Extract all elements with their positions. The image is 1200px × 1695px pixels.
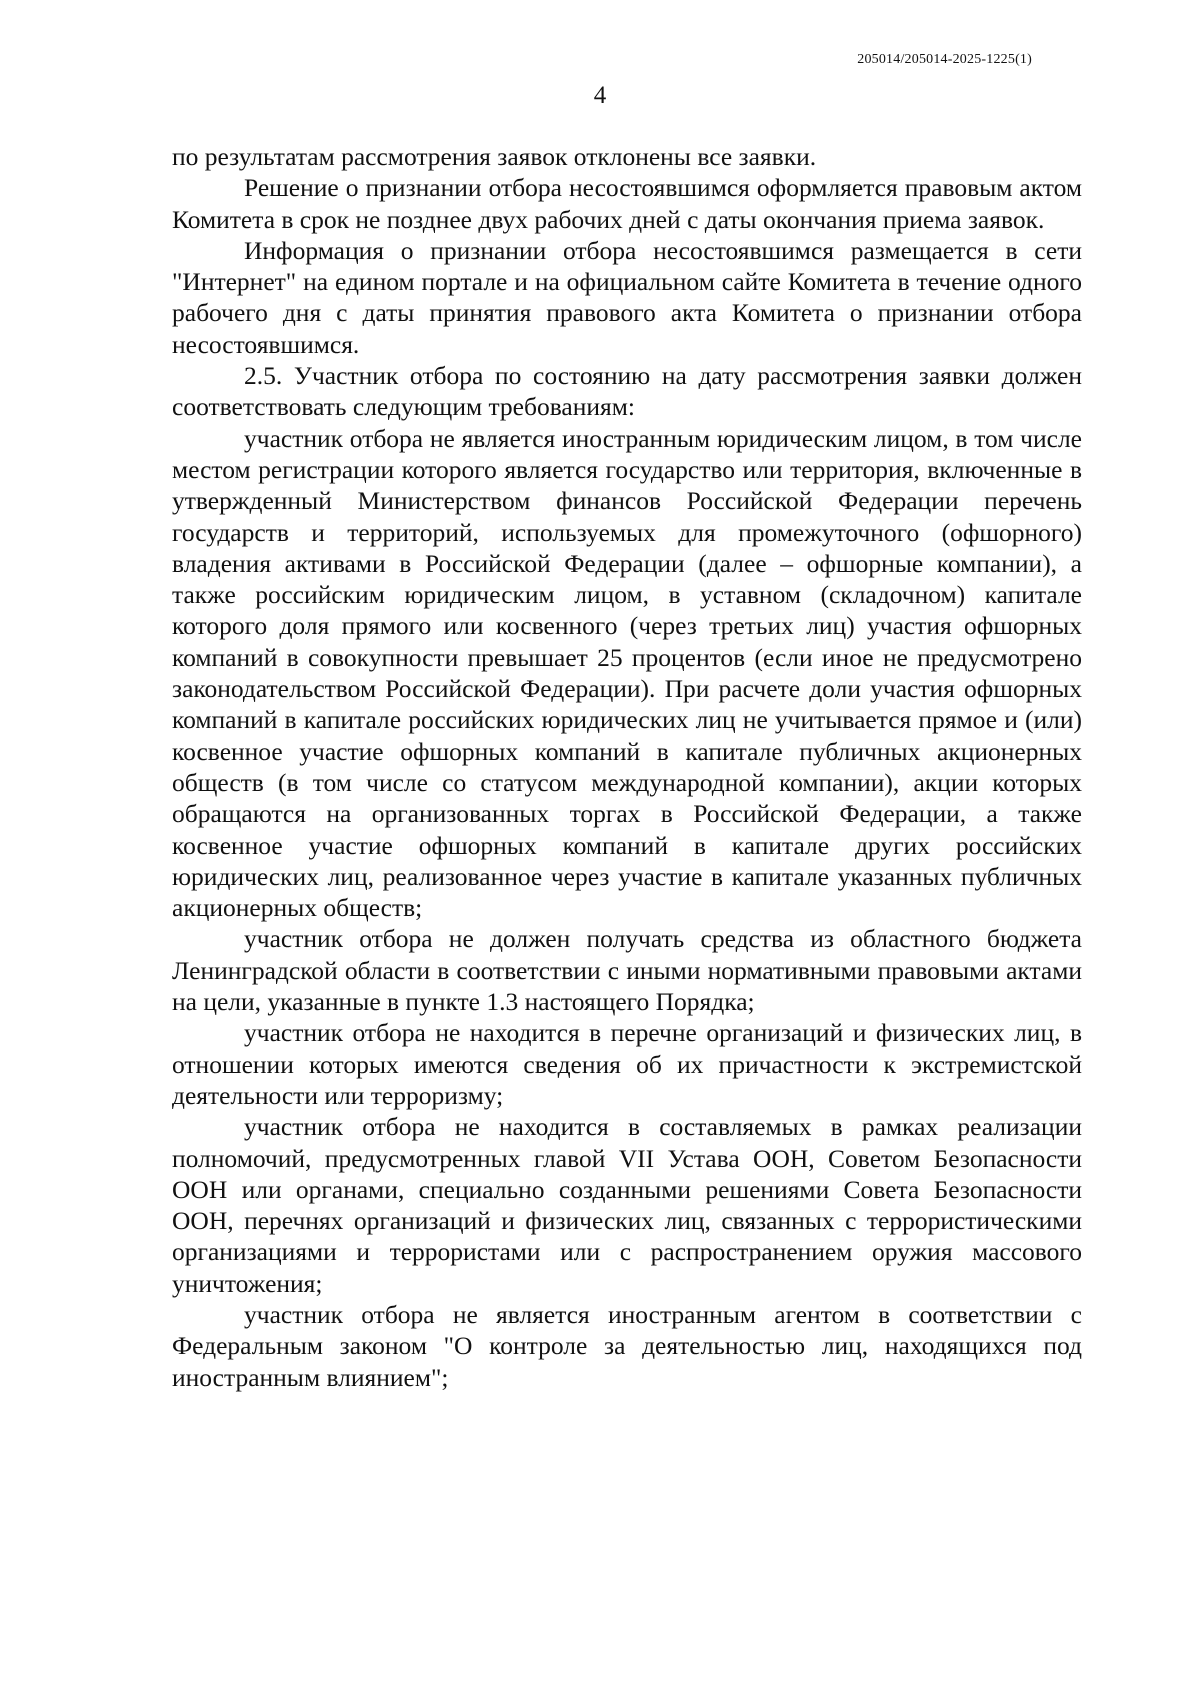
page-number: 4	[593, 82, 607, 109]
paragraph-selection-failed-decision: Решение о признании отбора несостоявшимся оформляется правовым актом Комитета в срок не позднее двух рабочих дней с даты окончания приема заявок.	[172, 173, 1082, 234]
document-body	[172, 141, 1082, 1393]
paragraph-requirement-offshore: участник отбора не является иностранным юридическим лицом, в том числе местом регистрации которого является государство или территория, включенные в утвержденный Министерством финансов Российской Федерации перечень государств и территорий, используемых для промежуточного (офшорного) владения активами в Российской Федерации (далее – офшорные компании), а также российским юридическим лицом, в уставном (складочном) капитале которого доля прямого или косвенного (через третьих лиц) участия офшорных компаний в совокупности превышает 25 процентов (если иное не предусмотрено законодательством Российской Федерации). При расчете доли участия офшорных компаний в капитале российских юридических лиц не учитывается прямое и (или) косвенное участие офшорных компаний в капитале публичных акционерных обществ (в том числе со статусом международной компании), акции которых обращаются на организованных торгах в Российской Федерации, а также косвенное участие офшорных компаний в капитале других российских юридических лиц, реализованное через участие в капитале указанных публичных акционерных обществ;	[172, 423, 1082, 923]
paragraph-requirement-foreign-agent: участник отбора не является иностранным агентом в соответствии с Федеральным законом "О контроле за деятельностью лиц, находящихся под иностранным влиянием";	[172, 1299, 1082, 1392]
paragraph-requirement-un-lists: участник отбора не находится в составляемых в рамках реализации полномочий, предусмотренных главой VII Устава ООН, Советом Безопасности ООН или органами, специально созданными решениями Совета Безопасности ООН, перечнях организаций и физических лиц, связанных с террористическими организациями и террористами или с распространением оружия массового уничтожения;	[172, 1112, 1082, 1298]
paragraph-requirement-extremism-list: участник отбора не находится в перечне организаций и физических лиц, в отношении которых имеются сведения об их причастности к экстремистской деятельности или терроризму;	[172, 1018, 1082, 1110]
paragraph-section-2-5: 2.5. Участник отбора по состоянию на дату рассмотрения заявки должен соответствовать следующим требованиям:	[172, 361, 1082, 422]
document-id: 205014/205014-2025-1225(1)	[857, 52, 1032, 67]
paragraph-requirement-regional-budget: участник отбора не должен получать средства из областного бюджета Ленинградской области в соответствии с иными нормативными правовыми актами на цели, указанные в пункте 1.3 настоящего Порядка;	[172, 924, 1082, 1017]
paragraph-rejected-applications: по результатам рассмотрения заявок отклонены все заявки.	[172, 142, 817, 171]
paragraph-selection-failed-publication: Информация о признании отбора несостоявшимся размещается в сети "Интернет" на едином портале и на официальном сайте Комитета в течение одного рабочего дня с даты принятия правового акта Комитета о признании отбора несостоявшимся.	[172, 235, 1082, 359]
